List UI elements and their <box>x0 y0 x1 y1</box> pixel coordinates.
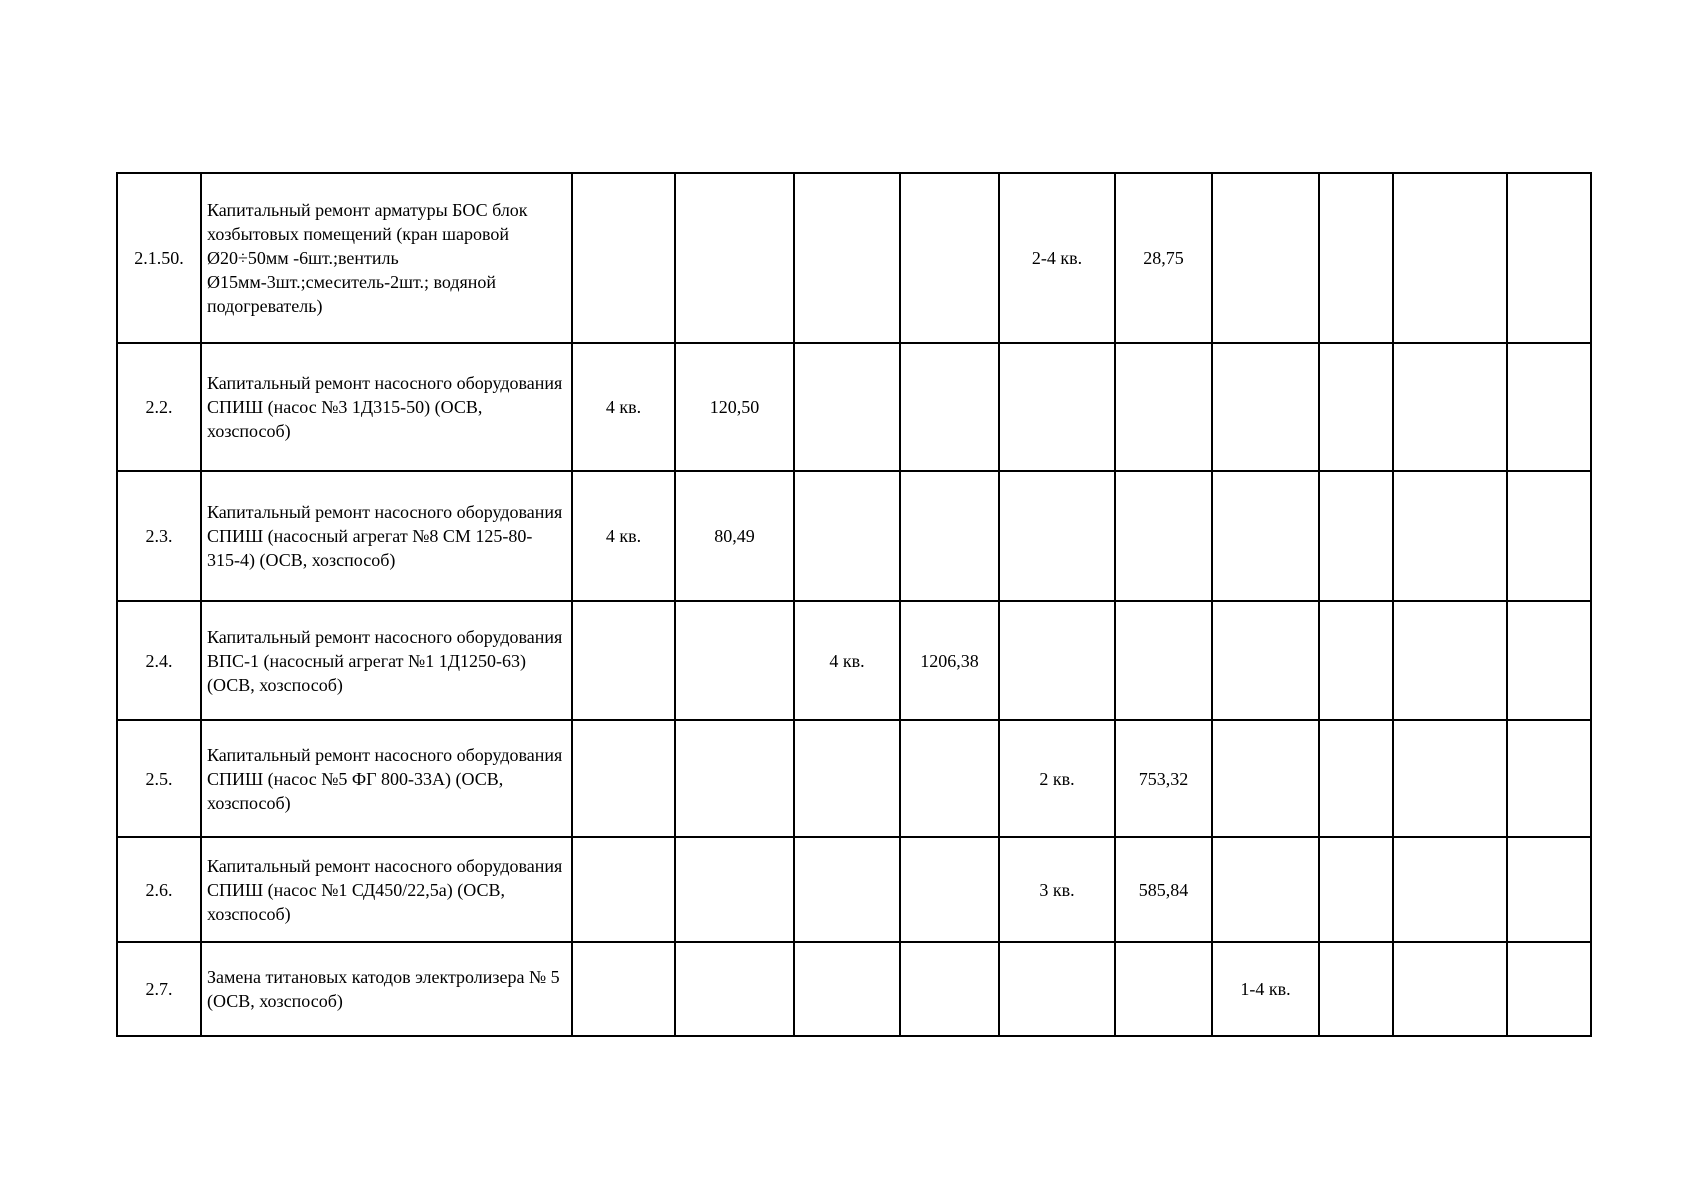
table-row <box>117 343 1591 471</box>
table-cell <box>675 837 794 942</box>
table-cell <box>675 601 794 720</box>
table-cell <box>999 942 1115 1036</box>
table-cell <box>675 173 794 343</box>
table-cell <box>1393 601 1507 720</box>
table-row <box>117 837 1591 942</box>
table-cell <box>1319 942 1393 1036</box>
table-cell <box>1115 343 1212 471</box>
table-cell <box>572 173 675 343</box>
table-cell <box>572 942 675 1036</box>
table-cell <box>1507 343 1591 471</box>
table-cell <box>1393 720 1507 837</box>
table-cell: 1-4 кв. <box>1212 942 1319 1036</box>
table-cell: 120,50 <box>675 343 794 471</box>
table-cell <box>572 601 675 720</box>
table-cell <box>1212 601 1319 720</box>
table-cell <box>1507 601 1591 720</box>
table-cell <box>1319 173 1393 343</box>
table-row <box>117 173 1591 343</box>
row-description: Капитальный ремонт насосного оборудования ВПС-1 (насосный агрегат №1 1Д1250-63) (ОСВ, хозспособ) <box>201 601 572 720</box>
table-cell: 2-4 кв. <box>999 173 1115 343</box>
table-row <box>117 601 1591 720</box>
table-cell <box>1319 601 1393 720</box>
table-cell <box>1319 837 1393 942</box>
table-cell <box>1115 471 1212 601</box>
row-description: Замена титановых катодов электролизера № 5 (ОСВ, хозспособ) <box>201 942 572 1036</box>
table-cell: 3 кв. <box>999 837 1115 942</box>
table-cell <box>900 173 999 343</box>
table-cell <box>675 942 794 1036</box>
table-cell: 80,49 <box>675 471 794 601</box>
table-cell: 585,84 <box>1115 837 1212 942</box>
table-cell <box>1507 471 1591 601</box>
table-cell <box>999 343 1115 471</box>
repair-plan-table <box>116 172 1592 1037</box>
table-cell <box>1212 173 1319 343</box>
table-cell <box>900 720 999 837</box>
table-cell <box>1319 471 1393 601</box>
table-cell <box>999 471 1115 601</box>
table-cell <box>1212 343 1319 471</box>
row-number: 2.1.50. <box>117 173 201 343</box>
table-cell <box>1393 942 1507 1036</box>
table-cell: 4 кв. <box>794 601 900 720</box>
row-description: Капитальный ремонт насосного оборудования СПИШ (насос №3 1Д315-50) (ОСВ, хозспособ) <box>201 343 572 471</box>
table-cell <box>794 173 900 343</box>
table-cell: 4 кв. <box>572 471 675 601</box>
table-cell <box>900 942 999 1036</box>
table-row <box>117 471 1591 601</box>
table-cell <box>1507 173 1591 343</box>
table-cell <box>1393 343 1507 471</box>
table-cell <box>794 720 900 837</box>
table-cell <box>1507 942 1591 1036</box>
row-number: 2.2. <box>117 343 201 471</box>
table-cell <box>1319 720 1393 837</box>
table-row <box>117 720 1591 837</box>
table-cell <box>1319 343 1393 471</box>
table-cell: 1206,38 <box>900 601 999 720</box>
table-cell <box>1507 720 1591 837</box>
table-cell <box>794 942 900 1036</box>
table-cell <box>1212 471 1319 601</box>
row-number: 2.4. <box>117 601 201 720</box>
table-cell <box>1507 837 1591 942</box>
table-cell <box>1393 471 1507 601</box>
table-cell <box>1212 837 1319 942</box>
row-description: Капитальный ремонт насосного оборудования СПИШ (насос №5 ФГ 800-33А) (ОСВ, хозспособ) <box>201 720 572 837</box>
table-cell: 4 кв. <box>572 343 675 471</box>
table-cell <box>999 601 1115 720</box>
table-cell <box>675 720 794 837</box>
row-number: 2.7. <box>117 942 201 1036</box>
table-cell: 2 кв. <box>999 720 1115 837</box>
table-row <box>117 942 1591 1036</box>
row-number: 2.3. <box>117 471 201 601</box>
table-cell <box>794 471 900 601</box>
table-cell <box>900 471 999 601</box>
table-cell <box>1393 173 1507 343</box>
table-cell <box>1393 837 1507 942</box>
table-cell <box>572 720 675 837</box>
row-number: 2.5. <box>117 720 201 837</box>
table-cell <box>1212 720 1319 837</box>
row-description: Капитальный ремонт арматуры БОС блок хозбытовых помещений (кран шаровой Ø20÷50мм -6шт.;вентиль Ø15мм-3шт.;смеситель-2шт.; водяной подогреватель) <box>201 173 572 343</box>
table-cell <box>1115 942 1212 1036</box>
row-number: 2.6. <box>117 837 201 942</box>
table-cell: 753,32 <box>1115 720 1212 837</box>
table-cell: 28,75 <box>1115 173 1212 343</box>
table-cell <box>572 837 675 942</box>
table-cell <box>794 837 900 942</box>
table-cell <box>900 343 999 471</box>
row-description: Капитальный ремонт насосного оборудования СПИШ (насосный агрегат №8 СМ 125-80-315-4) (ОСВ, хозспособ) <box>201 471 572 601</box>
table-cell <box>794 343 900 471</box>
table-cell <box>1115 601 1212 720</box>
table-cell <box>900 837 999 942</box>
row-description: Капитальный ремонт насосного оборудования СПИШ (насос №1 СД450/22,5а) (ОСВ, хозспособ) <box>201 837 572 942</box>
